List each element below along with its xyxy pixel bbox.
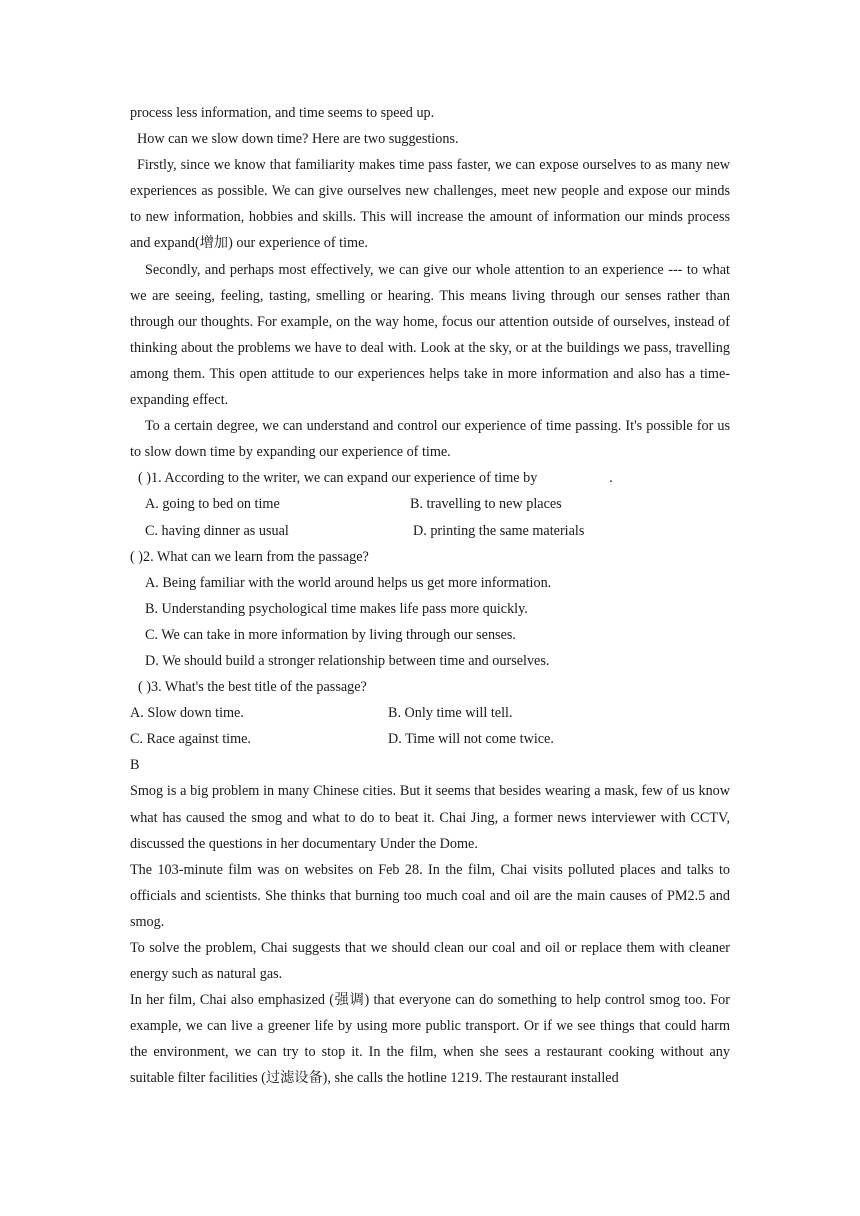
question-3-options-row-1 xyxy=(130,700,730,726)
question-3-option-a[interactable]: A. Slow down time. xyxy=(130,705,244,722)
question-2-option-a[interactable]: A. Being familiar with the world around helps us get more information. xyxy=(145,574,552,591)
question-1-options-row-1 xyxy=(130,491,730,517)
passage-b-label: B xyxy=(130,757,140,774)
passage-b-paragraph-2: The 103-minute film was on websites on Feb 28. In the film, Chai visits polluted places and talks to officials and scientists. She thinks that burning too much coal and oil are the main causes of PM2.5 and smog. xyxy=(130,861,730,930)
question-1-option-d[interactable]: D. printing the same materials xyxy=(413,522,585,539)
question-1-stem-end: . xyxy=(609,470,613,487)
passage-a-paragraph-certain: To a certain degree, we can understand and control our experience of time passing. It's possible for us to slow down time by expanding our experience of time. xyxy=(130,418,730,461)
question-2-option-b[interactable]: B. Understanding psychological time makes life pass more quickly. xyxy=(145,600,528,617)
question-3-option-b[interactable]: B. Only time will tell. xyxy=(388,705,513,722)
question-2-option-d[interactable]: D. We should build a stronger relationship between time and ourselves. xyxy=(145,652,550,669)
question-1-option-b[interactable]: B. travelling to new places xyxy=(410,496,562,513)
passage-b-paragraph-1: Smog is a big problem in many Chinese cities. But it seems that besides wearing a mask, few of us know what has caused the smog and what to do to beat it. Chai Jing, a former news interviewer with CCTV, discussed the questions in her documentary Under the Dome. xyxy=(130,783,730,852)
question-1-option-c[interactable]: C. having dinner as usual xyxy=(145,522,289,539)
question-2-option-c[interactable]: C. We can take in more information by living through our senses. xyxy=(145,626,516,643)
question-1-stem-text: ( )1. According to the writer, we can expand our experience of time by xyxy=(138,470,538,487)
question-1-stem xyxy=(130,465,730,491)
document-page xyxy=(130,100,730,1092)
passage-a-line-2: How can we slow down time? Here are two suggestions. xyxy=(137,131,459,148)
passage-b-paragraph-3: To solve the problem, Chai suggests that we should clean our coal and oil or replace them with cleaner energy such as natural gas. xyxy=(130,940,730,983)
passage-a-paragraph-firstly: Firstly, since we know that familiarity makes time pass faster, we can expose ourselves to as many new experiences as possible. We can give ourselves new challenges, meet new people and expose our minds to new information, hobbies and skills. This will increase the amount of information our minds process and expand(增加) our experience of time. xyxy=(130,157,730,252)
question-1-options-row-2 xyxy=(130,518,730,544)
question-3-option-c[interactable]: C. Race against time. xyxy=(130,731,251,748)
question-3-stem: ( )3. What's the best title of the passage? xyxy=(138,679,367,696)
passage-a-line-1: process less information, and time seems to speed up. xyxy=(130,105,435,121)
question-3-options-row-2 xyxy=(130,726,730,752)
passage-a-paragraph-secondly: Secondly, and perhaps most effectively, we can give our whole attention to an experience --- to what we are seeing, feeling, tasting, smelling or hearing. This means living through our senses rather than through our thoughts. For example, on the way home, focus our attention outside of ourselves, instead of thinking about the problems we have to deal with. Look at the sky, or at the buildings we pass, travelling among them. This open attitude to our experiences helps take in more information and also has a time-expanding effect. xyxy=(130,261,730,409)
question-2-stem: ( )2. What can we learn from the passage? xyxy=(130,548,369,565)
question-1-option-a[interactable]: A. going to bed on time xyxy=(145,496,280,513)
passage-b-paragraph-4: In her film, Chai also emphasized (强调) that everyone can do something to help control smog too. For example, we can live a greener life by using more public transport. Or if we see things that could harm the environment, we can try to stop it. In the film, when she sees a restaurant cooking without any suitable filter facilities (过滤设备), she calls the hotline 1219. The restaurant installed xyxy=(130,992,730,1087)
question-3-option-d[interactable]: D. Time will not come twice. xyxy=(388,731,554,748)
